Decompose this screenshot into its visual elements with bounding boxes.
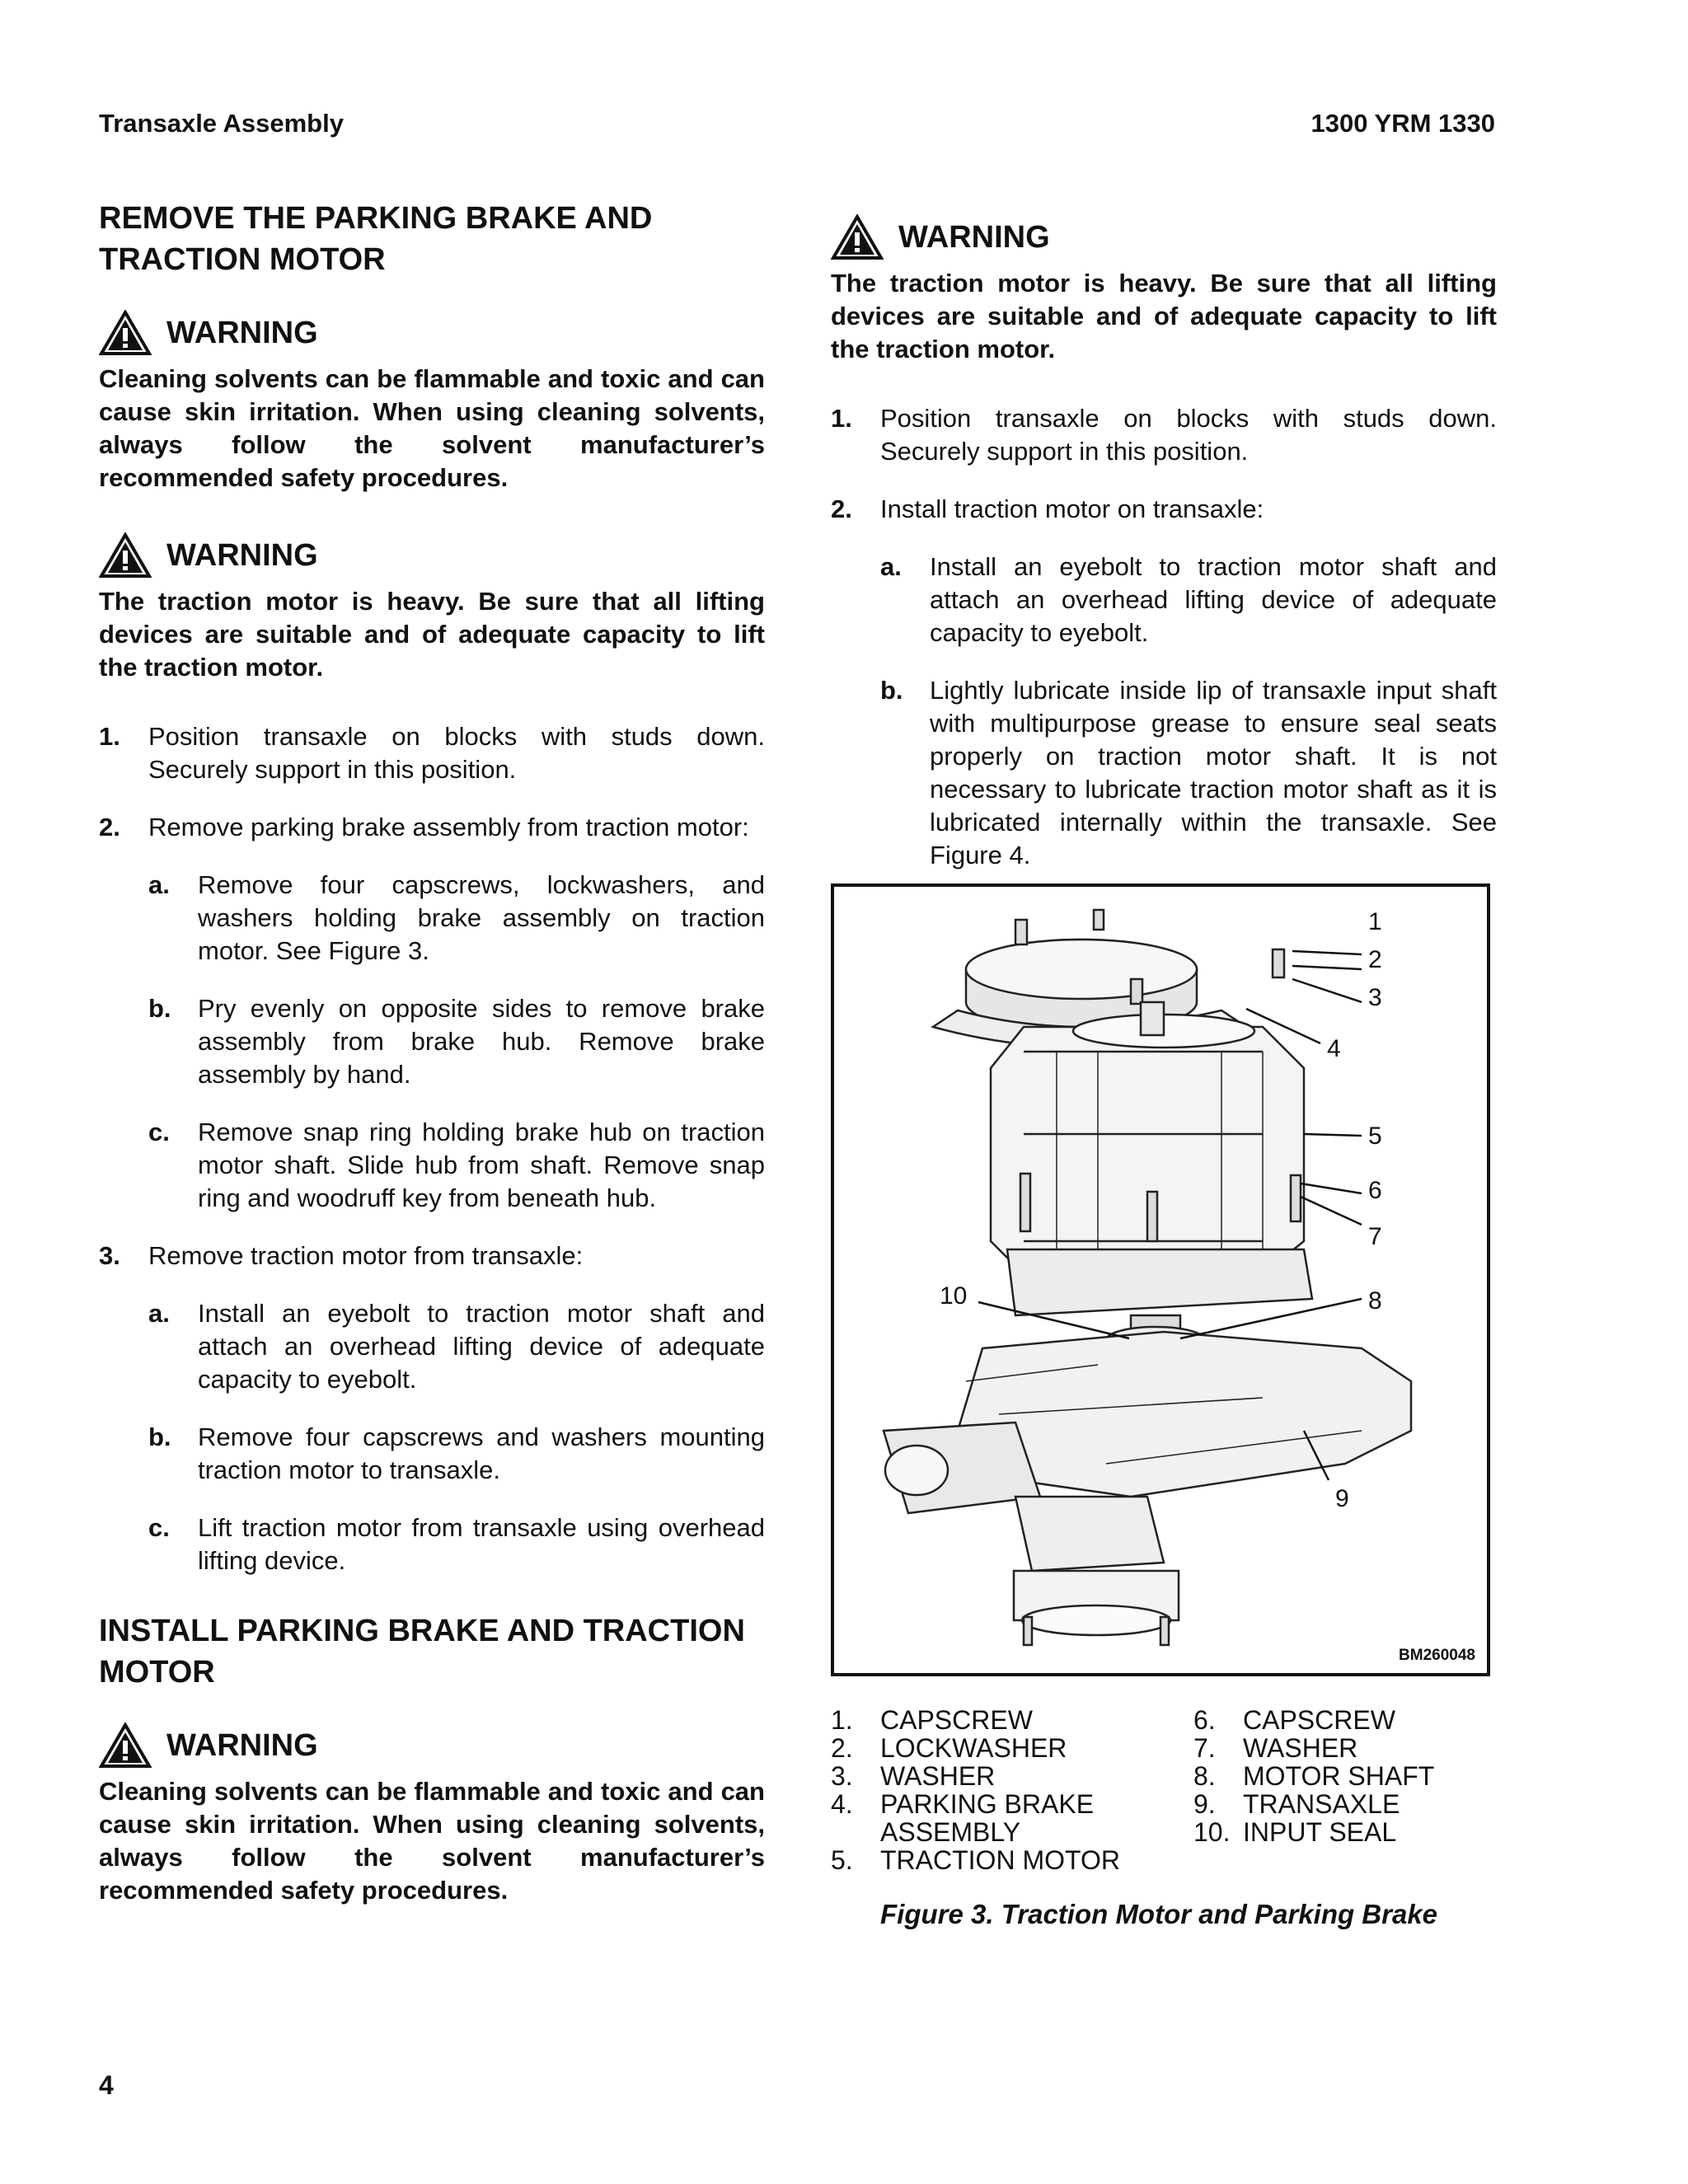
step-text: Remove parking brake assembly from traction motor: bbox=[148, 813, 749, 841]
figure-callout: 1 bbox=[1368, 908, 1382, 935]
figure-callout: 8 bbox=[1368, 1287, 1382, 1315]
warning-heading bbox=[99, 1721, 765, 1770]
running-header-title: Transaxle Assembly bbox=[99, 109, 344, 138]
step-number: 1. bbox=[831, 404, 852, 433]
warning-label: WARNING bbox=[898, 219, 1050, 255]
motor-brake-drawing bbox=[834, 887, 1487, 1673]
legend-item bbox=[1193, 1818, 1490, 1846]
step-item bbox=[831, 402, 1497, 468]
warning-label: WARNING bbox=[166, 315, 318, 350]
substep-item bbox=[148, 1421, 765, 1487]
step-text: Remove traction motor from transaxle: bbox=[148, 1241, 584, 1270]
step-item bbox=[99, 720, 765, 786]
figure-3-illustration bbox=[831, 883, 1490, 1676]
legend-label: CAPSCREW bbox=[880, 1705, 1033, 1735]
warning-heading bbox=[99, 308, 765, 358]
warning-text: The traction motor is heavy. Be sure that all lifting devices are suitable and of adequate capacity to lift the traction motor. bbox=[99, 587, 765, 682]
legend-number: 1. bbox=[831, 1705, 853, 1735]
legend-label: MOTOR SHAFT bbox=[1243, 1761, 1435, 1791]
legend-label: TRANSAXLE bbox=[1243, 1789, 1400, 1819]
section-title-remove: REMOVE THE PARKING BRAKE AND TRACTION MOTOR bbox=[99, 201, 653, 277]
legend-number: 7. bbox=[1193, 1733, 1216, 1763]
legend-item bbox=[831, 1762, 1177, 1790]
substep-text: Pry evenly on opposite sides to remove brake assembly from brake hub. Remove brake assembly by hand. bbox=[198, 994, 765, 1089]
legend-item bbox=[1193, 1734, 1490, 1762]
legend-number bbox=[831, 1818, 880, 1846]
figure-callout: 9 bbox=[1335, 1485, 1349, 1512]
substep-letter: b. bbox=[148, 1422, 171, 1451]
warning-triangle-icon bbox=[99, 310, 152, 356]
legend-column-right bbox=[1193, 1706, 1490, 1846]
section-title-install: INSTALL PARKING BRAKE AND TRACTION MOTOR bbox=[99, 1614, 745, 1690]
running-header-doc-number: 1300 YRM 1330 bbox=[1311, 109, 1495, 138]
figure-callout: 3 bbox=[1368, 984, 1382, 1011]
legend-number: 6. bbox=[1193, 1705, 1216, 1735]
warning-label: WARNING bbox=[166, 537, 318, 573]
substep-text: Remove four capscrews, lockwashers, and washers holding brake assembly on traction motor. See Figure 3. bbox=[198, 870, 765, 965]
step-number: 3. bbox=[99, 1241, 120, 1270]
substep-text: Lift traction motor from transaxle using overhead lifting device. bbox=[198, 1513, 765, 1575]
warning-text: The traction motor is heavy. Be sure that all lifting devices are suitable and of adequate capacity to lift the traction motor. bbox=[831, 269, 1497, 363]
legend-number: 2. bbox=[831, 1733, 853, 1763]
substep-item bbox=[148, 1297, 765, 1396]
warning-triangle-icon bbox=[99, 532, 152, 579]
step-item bbox=[99, 1240, 765, 1272]
legend-label: ASSEMBLY bbox=[880, 1817, 1021, 1847]
substep-text: Lightly lubricate inside lip of transaxle input shaft with multipurpose grease to ensure seal seats properly on traction motor shaft. It is not necessary to lubricate traction motor shaft as it is lubricated internally within the transaxle. See Figure 4. bbox=[930, 676, 1497, 869]
step-number: 2. bbox=[99, 813, 120, 841]
substep-letter: a. bbox=[148, 1299, 170, 1328]
legend-number: 3. bbox=[831, 1761, 853, 1791]
step-number: 2. bbox=[831, 494, 852, 523]
legend-number: 9. bbox=[1193, 1789, 1216, 1819]
substep-item bbox=[880, 551, 1497, 649]
figure-id: BM260048 bbox=[1399, 1647, 1475, 1664]
substep-item bbox=[880, 674, 1497, 872]
substep-item bbox=[148, 1511, 765, 1577]
warning-heading bbox=[831, 213, 1497, 262]
figure-caption: Figure 3. Traction Motor and Parking Brake bbox=[880, 1899, 1438, 1929]
legend-label: TRACTION MOTOR bbox=[880, 1845, 1120, 1875]
substep-item bbox=[148, 1116, 765, 1215]
warning-text: Cleaning solvents can be flammable and toxic and can cause skin irritation. When using cleaning solvents, always follow the solvent manufacturer’s recommended safety procedures. bbox=[99, 364, 765, 492]
left-column bbox=[99, 198, 765, 1943]
substep-letter: c. bbox=[148, 1513, 170, 1542]
legend-number: 4. bbox=[831, 1789, 853, 1819]
legend-label: CAPSCREW bbox=[1243, 1705, 1395, 1735]
figure-callout: 2 bbox=[1368, 946, 1382, 973]
figure-callout: 6 bbox=[1368, 1177, 1382, 1204]
substep-letter: b. bbox=[148, 994, 171, 1023]
step-text: Position transaxle on blocks with studs down. Securely support in this position. bbox=[880, 404, 1497, 466]
step-text: Install traction motor on transaxle: bbox=[880, 494, 1264, 523]
substep-letter: a. bbox=[880, 552, 902, 581]
legend-label: PARKING BRAKE bbox=[880, 1789, 1095, 1819]
legend-number: 8. bbox=[1193, 1761, 1216, 1791]
figure-callout: 7 bbox=[1368, 1223, 1382, 1250]
legend-number: 10. bbox=[1193, 1817, 1231, 1847]
legend-item bbox=[831, 1706, 1177, 1734]
legend-label: INPUT SEAL bbox=[1243, 1817, 1397, 1847]
legend-number: 5. bbox=[831, 1845, 853, 1875]
legend-item bbox=[831, 1846, 1177, 1874]
page-number: 4 bbox=[99, 2070, 114, 2100]
figure-callout: 4 bbox=[1327, 1035, 1341, 1062]
warning-triangle-icon bbox=[831, 214, 884, 260]
substep-item bbox=[148, 992, 765, 1091]
substep-text: Remove four capscrews and washers mounting traction motor to transaxle. bbox=[198, 1422, 765, 1484]
legend-column-left bbox=[831, 1706, 1177, 1874]
legend-label: LOCKWASHER bbox=[880, 1733, 1067, 1763]
right-column bbox=[831, 213, 1497, 897]
step-text: Position transaxle on blocks with studs down. Securely support in this position. bbox=[148, 722, 765, 784]
legend-item bbox=[1193, 1706, 1490, 1734]
legend-label: WASHER bbox=[1243, 1733, 1358, 1763]
legend-item bbox=[1193, 1790, 1490, 1818]
legend-label: WASHER bbox=[880, 1761, 996, 1791]
step-number: 1. bbox=[99, 722, 120, 751]
legend-item bbox=[1193, 1762, 1490, 1790]
step-item bbox=[99, 811, 765, 844]
substep-text: Remove snap ring holding brake hub on traction motor shaft. Slide hub from shaft. Remove snap ring and woodruff key from beneath hub. bbox=[198, 1118, 765, 1212]
substep-letter: b. bbox=[880, 676, 903, 705]
substep-text: Install an eyebolt to traction motor shaft and attach an overhead lifting device of adequate capacity to eyebolt. bbox=[198, 1299, 765, 1394]
substep-letter: c. bbox=[148, 1118, 170, 1146]
substep-text: Install an eyebolt to traction motor shaft and attach an overhead lifting device of adequate capacity to eyebolt. bbox=[930, 552, 1497, 647]
figure-callout: 5 bbox=[1368, 1122, 1382, 1150]
figure-callout: 10 bbox=[940, 1282, 968, 1310]
warning-text: Cleaning solvents can be flammable and toxic and can cause skin irritation. When using cleaning solvents, always follow the solvent manufacturer’s recommended safety procedures. bbox=[99, 1777, 765, 1905]
legend-item bbox=[831, 1734, 1177, 1762]
substep-item bbox=[148, 869, 765, 968]
legend-item bbox=[831, 1818, 1177, 1846]
substep-letter: a. bbox=[148, 870, 170, 899]
legend-item bbox=[831, 1790, 1177, 1818]
warning-triangle-icon bbox=[99, 1722, 152, 1769]
step-item bbox=[831, 493, 1497, 526]
warning-label: WARNING bbox=[166, 1727, 318, 1763]
warning-heading bbox=[99, 531, 765, 580]
